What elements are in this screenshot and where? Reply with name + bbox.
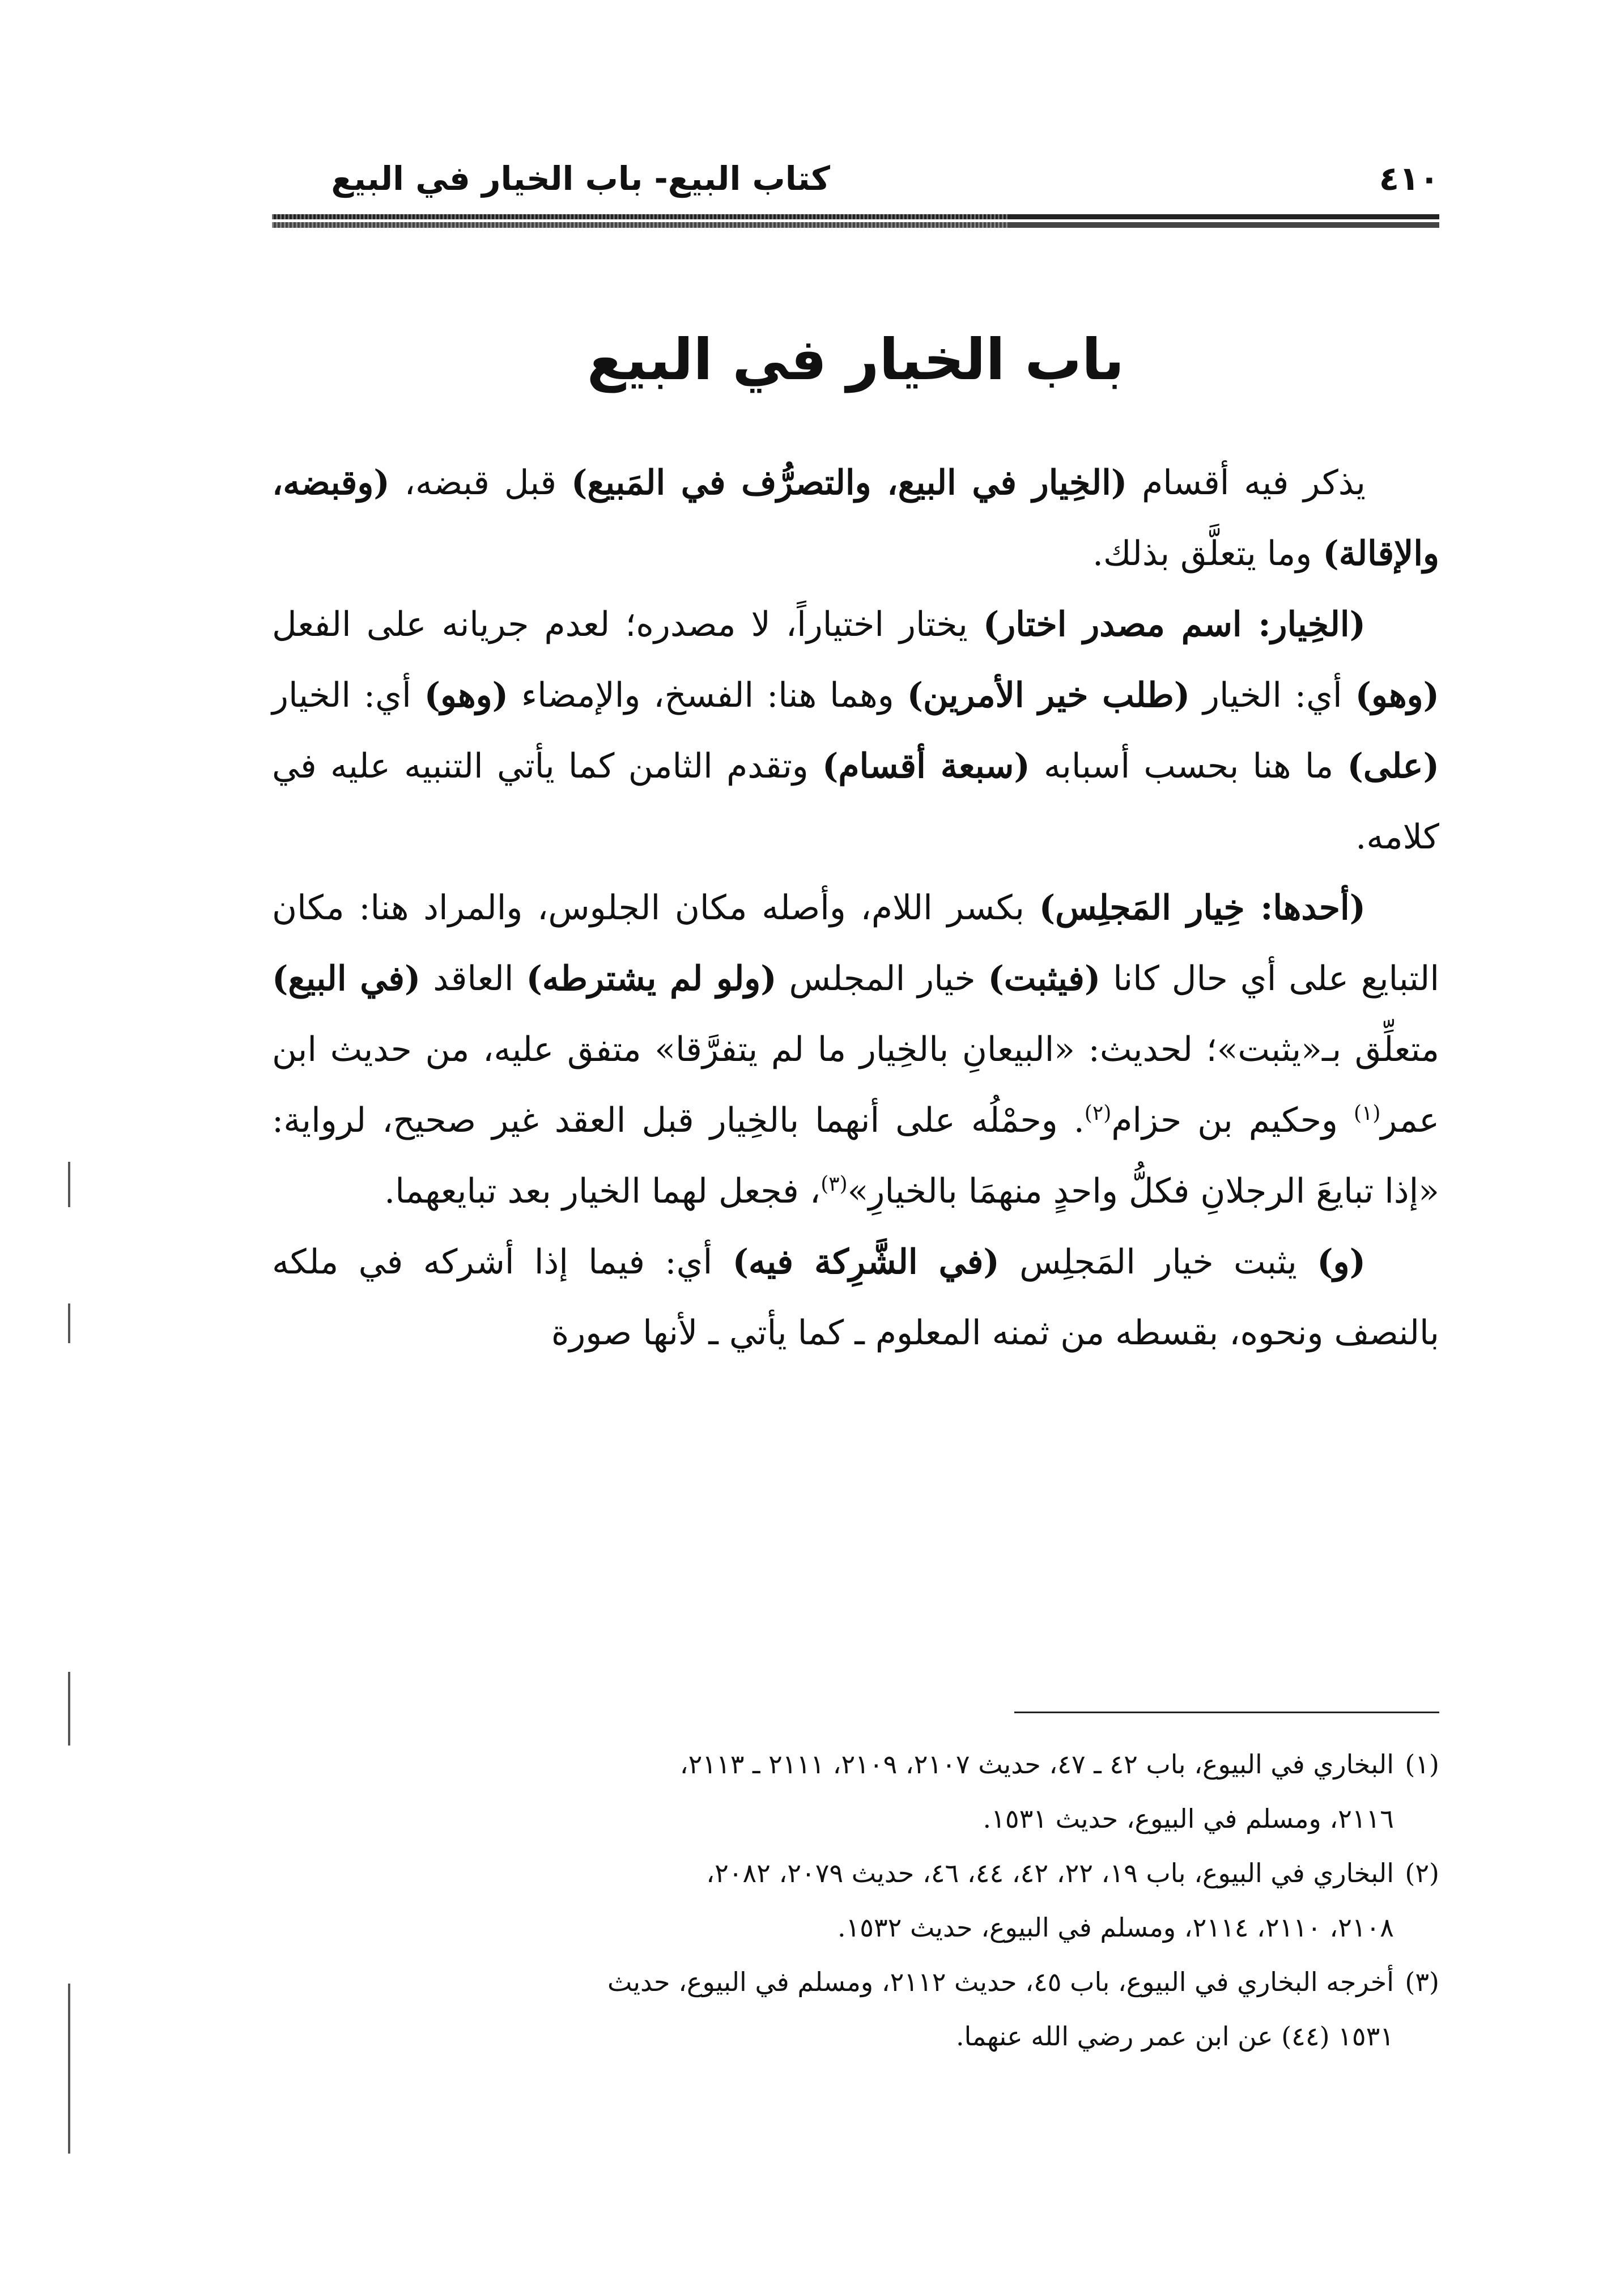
footnote-separator [1014, 1712, 1439, 1713]
paragraph [272, 448, 1439, 589]
scan-margin-line [68, 1672, 70, 1746]
paragraph [272, 589, 1439, 873]
text-run: أي: فيما إذا أشركه في ملكه بالنصف ونحوه، بقسطه من ثمنه المعلوم ـ كما يأتي ـ لأنها صورة [272, 1242, 1439, 1353]
bold-term: (على) [1347, 746, 1439, 786]
footnote-ref: (١) [1353, 1102, 1381, 1125]
footnote-number: (١) [1405, 1749, 1439, 1780]
bold-term: (وهو) [1355, 676, 1439, 715]
footnote-number: (٣) [1405, 1967, 1439, 1997]
text-run: ، فجعل لهما الخيار بعد تبايعهما. [384, 1171, 821, 1211]
text-run: أي: الخيار [1190, 676, 1355, 715]
text-run: خيار المجلس [776, 959, 988, 999]
chapter-title: باب الخيار في البيع [586, 326, 1125, 393]
page-number: ٤١٠ [1379, 159, 1439, 198]
text-run: قبل قبضه، [389, 463, 571, 503]
page-header [272, 153, 1439, 204]
scan-margin-line [68, 1984, 70, 2154]
footnote [272, 1846, 1439, 1955]
text-run: يذكر فيه أقسام [1127, 463, 1366, 503]
scan-margin-line [68, 1303, 70, 1343]
text-run: . وحمْلُه على أنهما بالخِيار قبل العقد غير صحيح، لرواية: «إذا تبايعَ الرجلانِ فكلُّ واحدٍ منهمَا بالخيارِ» [272, 1101, 1439, 1211]
footnote-line: ١٥٣١ (٤٤) عن ابن عمر رضي الله عنهما. [955, 2021, 1394, 2052]
footnote-ref: (٣) [820, 1173, 848, 1196]
footnote-line: ٢١٠٨، ٢١١٠، ٢١١٤، ومسلم في البيوع، حديث ١٥٣٢. [837, 1912, 1394, 1943]
paragraph [272, 873, 1439, 1227]
bold-term: (في البيع) [272, 959, 421, 999]
text-run: وما يتعلَّق بذلك. [1092, 534, 1323, 574]
paragraph [272, 1227, 1439, 1369]
bold-term: (فيثبت) [988, 959, 1101, 999]
bold-term: (أحدها: خِيار المَجلِس) [1039, 888, 1366, 928]
footnotes [272, 1737, 1439, 2063]
footnote [272, 1955, 1439, 2063]
text-run: ما هنا بحسب أسبابه [1030, 746, 1347, 786]
bold-term: (ولو لم يشترطه) [526, 959, 777, 999]
running-title: كتاب البيع- باب الخيار في البيع [331, 159, 830, 198]
text-run: أي: الخيار [272, 676, 424, 715]
bold-term: (و) [1317, 1242, 1366, 1282]
text-run: متعلِّق بـ«يثبت»؛ لحديث: «البيعانِ بالخِيار ما لم يتفرَّقا» متفق عليه، من حديث ابن عمر [272, 1030, 1440, 1140]
bold-term: (في الشَّرِكة فيه) [732, 1242, 1000, 1282]
text-run: وحكيم بن حزام [1111, 1101, 1354, 1140]
footnote-line: البخاري في البيوع، باب ١٩، ٢٢، ٤٢، ٤٤، ٤٦، حديث ٢٠٧٩، ٢٠٨٢، [706, 1858, 1394, 1888]
bold-term: (وهو) [424, 676, 509, 715]
text-run: وتقدم الثامن كما يأتي التنبيه عليه في كلامه. [272, 746, 1439, 857]
footnote-line: ٢١١٦، ومسلم في البيوع، حديث ١٥٣١. [983, 1803, 1394, 1834]
footnote-number: (٢) [1405, 1858, 1439, 1888]
text-run: يختار اختياراً، لا مصدره؛ لعدم جريانه على الفعل [272, 605, 983, 644]
footnote-line: البخاري في البيوع، باب ٤٢ ـ ٤٧، حديث ٢١٠٧، ٢١٠٩، ٢١١١ ـ ٢١١٣، [679, 1749, 1394, 1780]
text-run: بكسر اللام، وأصله مكان الجلوس، والمراد هنا: مكان التبايع على أي حال كانا [272, 888, 1440, 999]
bold-term: (طلب خير الأمرين) [907, 676, 1191, 715]
bold-term: (وقبضه، والإقالة) [272, 463, 1439, 574]
scan-margin-line [68, 1162, 70, 1207]
text-run: يثبت خيار المَجلِس [999, 1242, 1317, 1282]
footnote-ref: (٢) [1084, 1102, 1112, 1125]
body-text [272, 448, 1439, 1369]
text-run: وهما هنا: الفسخ، والإمضاء [508, 676, 907, 715]
bold-term: (سبعة أقسام) [822, 746, 1030, 786]
bold-term: (الخِيار في البيع، والتصرُّف في المَبيع) [571, 463, 1128, 503]
footnote [272, 1737, 1439, 1846]
bold-term: (الخِيار: اسم مصدر اختار) [983, 605, 1366, 644]
footnote-line: أخرجه البخاري في البيوع، باب ٤٥، حديث ٢١١٢، ومسلم في البيوع، حديث [607, 1967, 1394, 1997]
header-rule [272, 214, 1439, 229]
text-run: العاقد [420, 959, 526, 999]
